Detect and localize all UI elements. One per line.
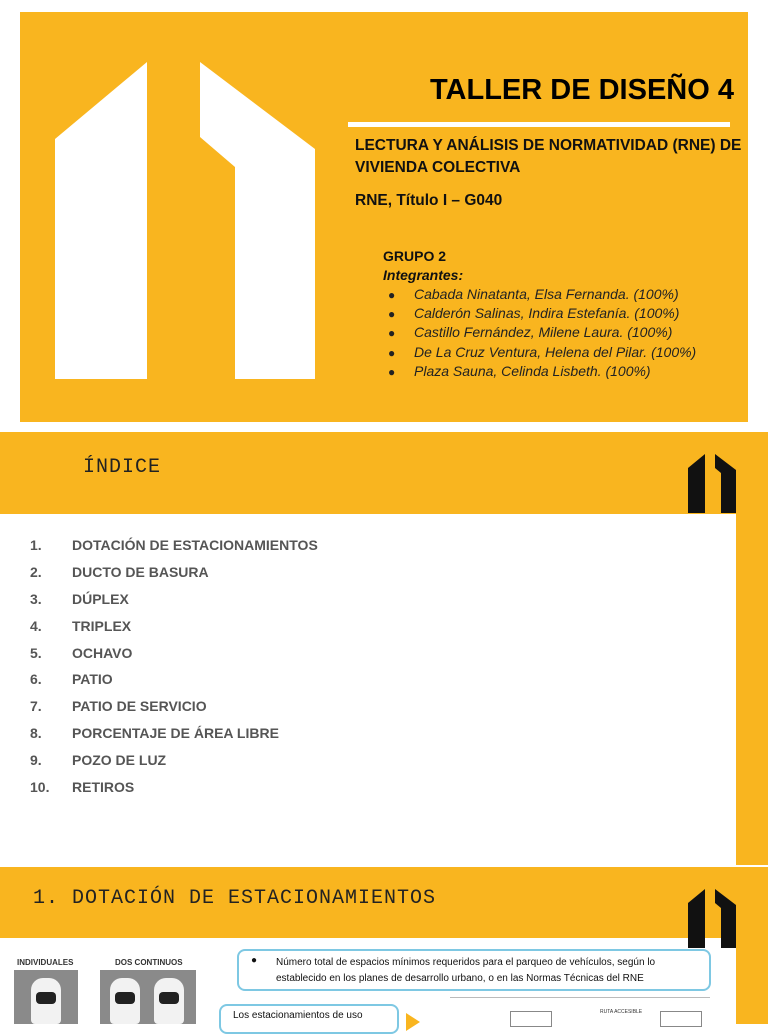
car-icon [31,978,61,1024]
cover-slide [20,12,748,422]
title-divider [348,122,730,127]
list-item: ● Castillo Fernández, Milene Laura. (100%) [383,323,696,342]
subtitle: LECTURA Y ANÁLISIS DE NORMATIVIDAD (RNE) DE VIVIENDA COLECTIVA [355,137,742,176]
index-item[interactable]: 10. RETIROS [30,779,135,796]
members-list [383,285,696,381]
list-item: ● Cabada Ninatanta, Elsa Fernanda. (100%) [383,285,696,304]
list-item: ● De La Cruz Ventura, Helena del Pilar. (100%) [383,343,696,362]
group-label: GRUPO 2 [383,248,447,264]
index-list [30,537,318,806]
bullet-icon: ● [388,345,396,360]
arrow-right-icon [406,1013,420,1031]
note-box [219,1004,399,1034]
route-label: RUTA ACCESIBLE [600,1009,643,1015]
index-slide [0,432,736,865]
header-bar [0,867,768,938]
definition-text: Número total de espacios mínimos requeridos para el parqueo de vehículos, según lo establecido en los planes de desarrollo urbano, o en las Normas Técnicas del RNE [276,957,656,984]
arrow-logo-icon [688,888,736,948]
definition-box [237,949,711,991]
note-text: Los estacionamientos de uso [233,1010,363,1021]
index-item[interactable]: 2. DUCTO DE BASURA [30,563,209,580]
list-item: ● Calderón Salinas, Indira Estefanía. (100%) [383,304,696,323]
parking-individual-image [14,970,78,1024]
index-item[interactable]: 5. OCHAVO [30,644,133,661]
car-icon [154,978,184,1024]
parking-slide [0,867,768,1024]
double-label: DOS CONTINUOS [115,958,183,967]
index-item[interactable]: 8. PORCENTAJE DE ÁREA LIBRE [30,725,279,742]
index-item[interactable]: 3. DÚPLEX [30,590,129,607]
rne-reference: RNE, Título I – G040 [355,192,503,209]
list-item: ● Plaza Sauna, Celinda Lisbeth. (100%) [383,362,696,381]
index-item[interactable]: 1. DOTACIÓN DE ESTACIONAMIENTOS [30,537,318,553]
parking-double-image [100,970,196,1024]
header-bar [0,432,768,514]
bullet-icon: ● [388,288,396,302]
arrow-logo-icon [55,57,315,379]
bullet-icon: ● [388,326,396,341]
floor-plan-diagram [450,997,710,1025]
bullet-icon: ● [388,307,396,322]
individual-label: INDIVIDUALES [17,958,74,967]
members-label: Integrantes: [383,267,464,283]
car-icon [110,978,140,1024]
side-bar [736,514,768,865]
index-item[interactable]: 9. POZO DE LUZ [30,752,167,769]
arrow-logo-icon [688,453,736,513]
index-item[interactable]: 7. PATIO DE SERVICIO [30,698,207,715]
side-bar [736,938,768,1024]
page-title: TALLER DE DISEÑO 4 [430,74,734,106]
index-title: ÍNDICE [83,456,162,479]
bullet-icon: ● [388,364,396,379]
index-item[interactable]: 4. TRIPLEX [30,617,132,634]
bullet-icon: ● [251,955,258,966]
index-item[interactable]: 6. PATIO [30,671,113,688]
section-title: 1. DOTACIÓN DE ESTACIONAMIENTOS [33,887,437,910]
